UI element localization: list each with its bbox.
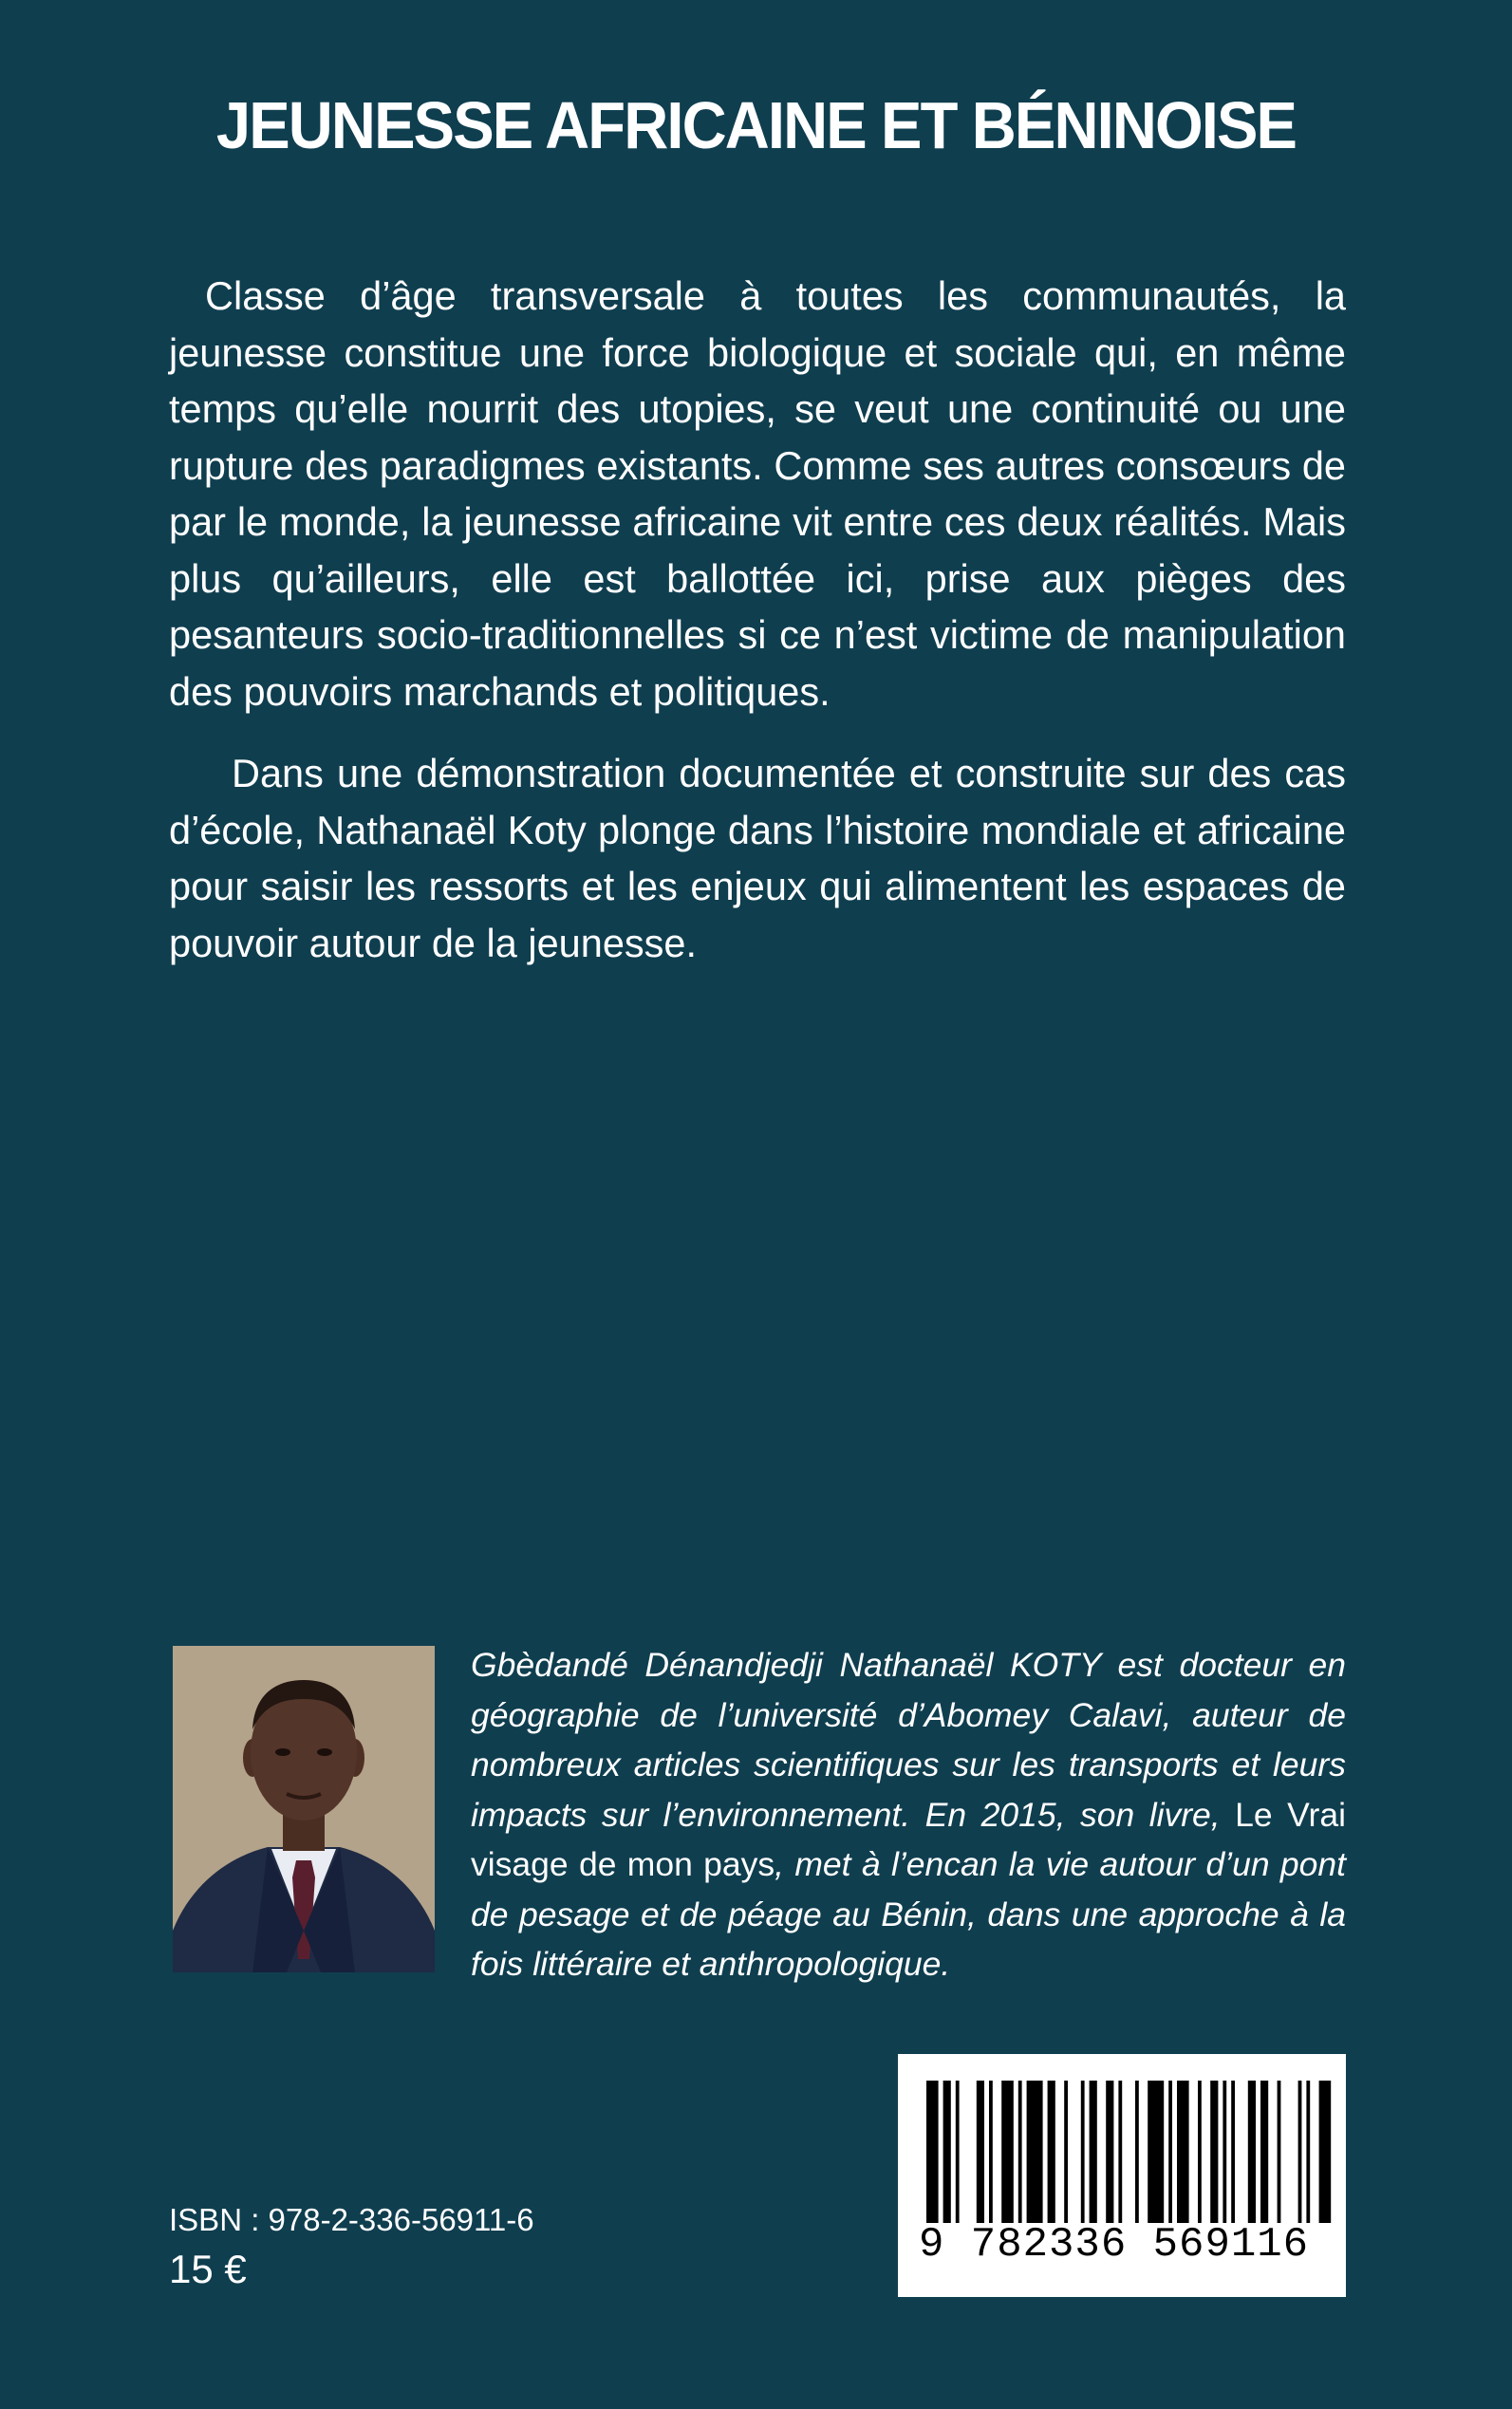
back-cover-blurb (169, 268, 1346, 971)
isbn-number: ISBN : 978-2-336-56911-6 (169, 2202, 534, 2237)
barcode-bar (1210, 2081, 1218, 2223)
barcode-bar (977, 2081, 984, 2223)
barcode-bar (1260, 2081, 1268, 2223)
barcode-bar (1148, 2081, 1164, 2223)
barcode-bar (1319, 2081, 1332, 2223)
barcode-bar (1106, 2081, 1113, 2223)
barcode-bar (926, 2081, 939, 2223)
blurb-paragraph-2: Dans une démonstration documentée et construite sur des cas d’école, Nathanaël Koty plonge dans l’histoire mondiale et africaine pour saisir les ressorts et les enjeux qui alimentent les espaces de pouvoir autour de la jeunesse. (169, 751, 1346, 965)
price: 15 € (169, 2247, 247, 2291)
author-book-title: Le Vrai visage de mon pays (471, 1795, 1346, 1883)
barcode (898, 2054, 1346, 2297)
barcode-bar (989, 2081, 993, 2223)
barcode-bar (1223, 2081, 1226, 2223)
barcode-digits: 9 782336 569116 (919, 2221, 1310, 2269)
barcode-bar (1298, 2081, 1302, 2223)
barcode-bar (1027, 2081, 1043, 2223)
barcode-bar (1001, 2081, 1014, 2223)
barcode-bar (1048, 2081, 1055, 2223)
author-bio (471, 1640, 1346, 1989)
blurb-paragraph-1: Classe d’âge transversale à toutes les communautés, la jeunesse constitue une force biologique et sociale qui, en même temps qu’elle nourrit des utopies, se veut une continuité ou une rupture des paradigmes existants. Comme ses autres consœurs de par le monde, la jeunesse africaine vit entre ces deux réalités. Mais plus qu’ailleurs, elle est ballottée ici, prise aux pièges des pesanteurs socio-traditionnelles si ce n’est victime de manipulation des pouvoirs marchands et politiques. (169, 273, 1346, 714)
barcode-bar (1231, 2081, 1235, 2223)
barcode-bar (1135, 2081, 1139, 2223)
barcode-bar (1018, 2081, 1022, 2223)
barcode-bar (1177, 2081, 1189, 2223)
barcode-bar (1064, 2081, 1068, 2223)
barcode-bar (1118, 2081, 1122, 2223)
barcode-bar (943, 2081, 951, 2223)
barcode-bar (1168, 2081, 1172, 2223)
barcode-bar (1306, 2081, 1310, 2223)
author-photo (173, 1646, 435, 1972)
barcode-bar (1090, 2081, 1097, 2223)
author-bio-text: Gbèdandé Dénandjedji Nathanaël KOTY est docteur en géographie de l’université d’Abomey Calavi, auteur de nombreux articles scientifiques sur les transports et leurs impacts sur l’environnement. En 2015, son livre, (471, 1646, 1346, 1834)
barcode-bar (1278, 2081, 1281, 2223)
barcode-bar (1248, 2081, 1256, 2223)
author-portrait-image (173, 1646, 435, 1972)
barcode-bar (1198, 2081, 1202, 2223)
book-title: JEUNESSE AFRICAINE ET BÉNINOISE (215, 88, 1297, 162)
barcode-bar (1081, 2081, 1085, 2223)
author-bio-text-end: , met à l’encan la vie autour d’un pont de pesage et de péage au Bénin, dans une approche à la fois littéraire et anthropologique. (471, 1845, 1346, 1983)
barcode-bar (956, 2081, 960, 2223)
